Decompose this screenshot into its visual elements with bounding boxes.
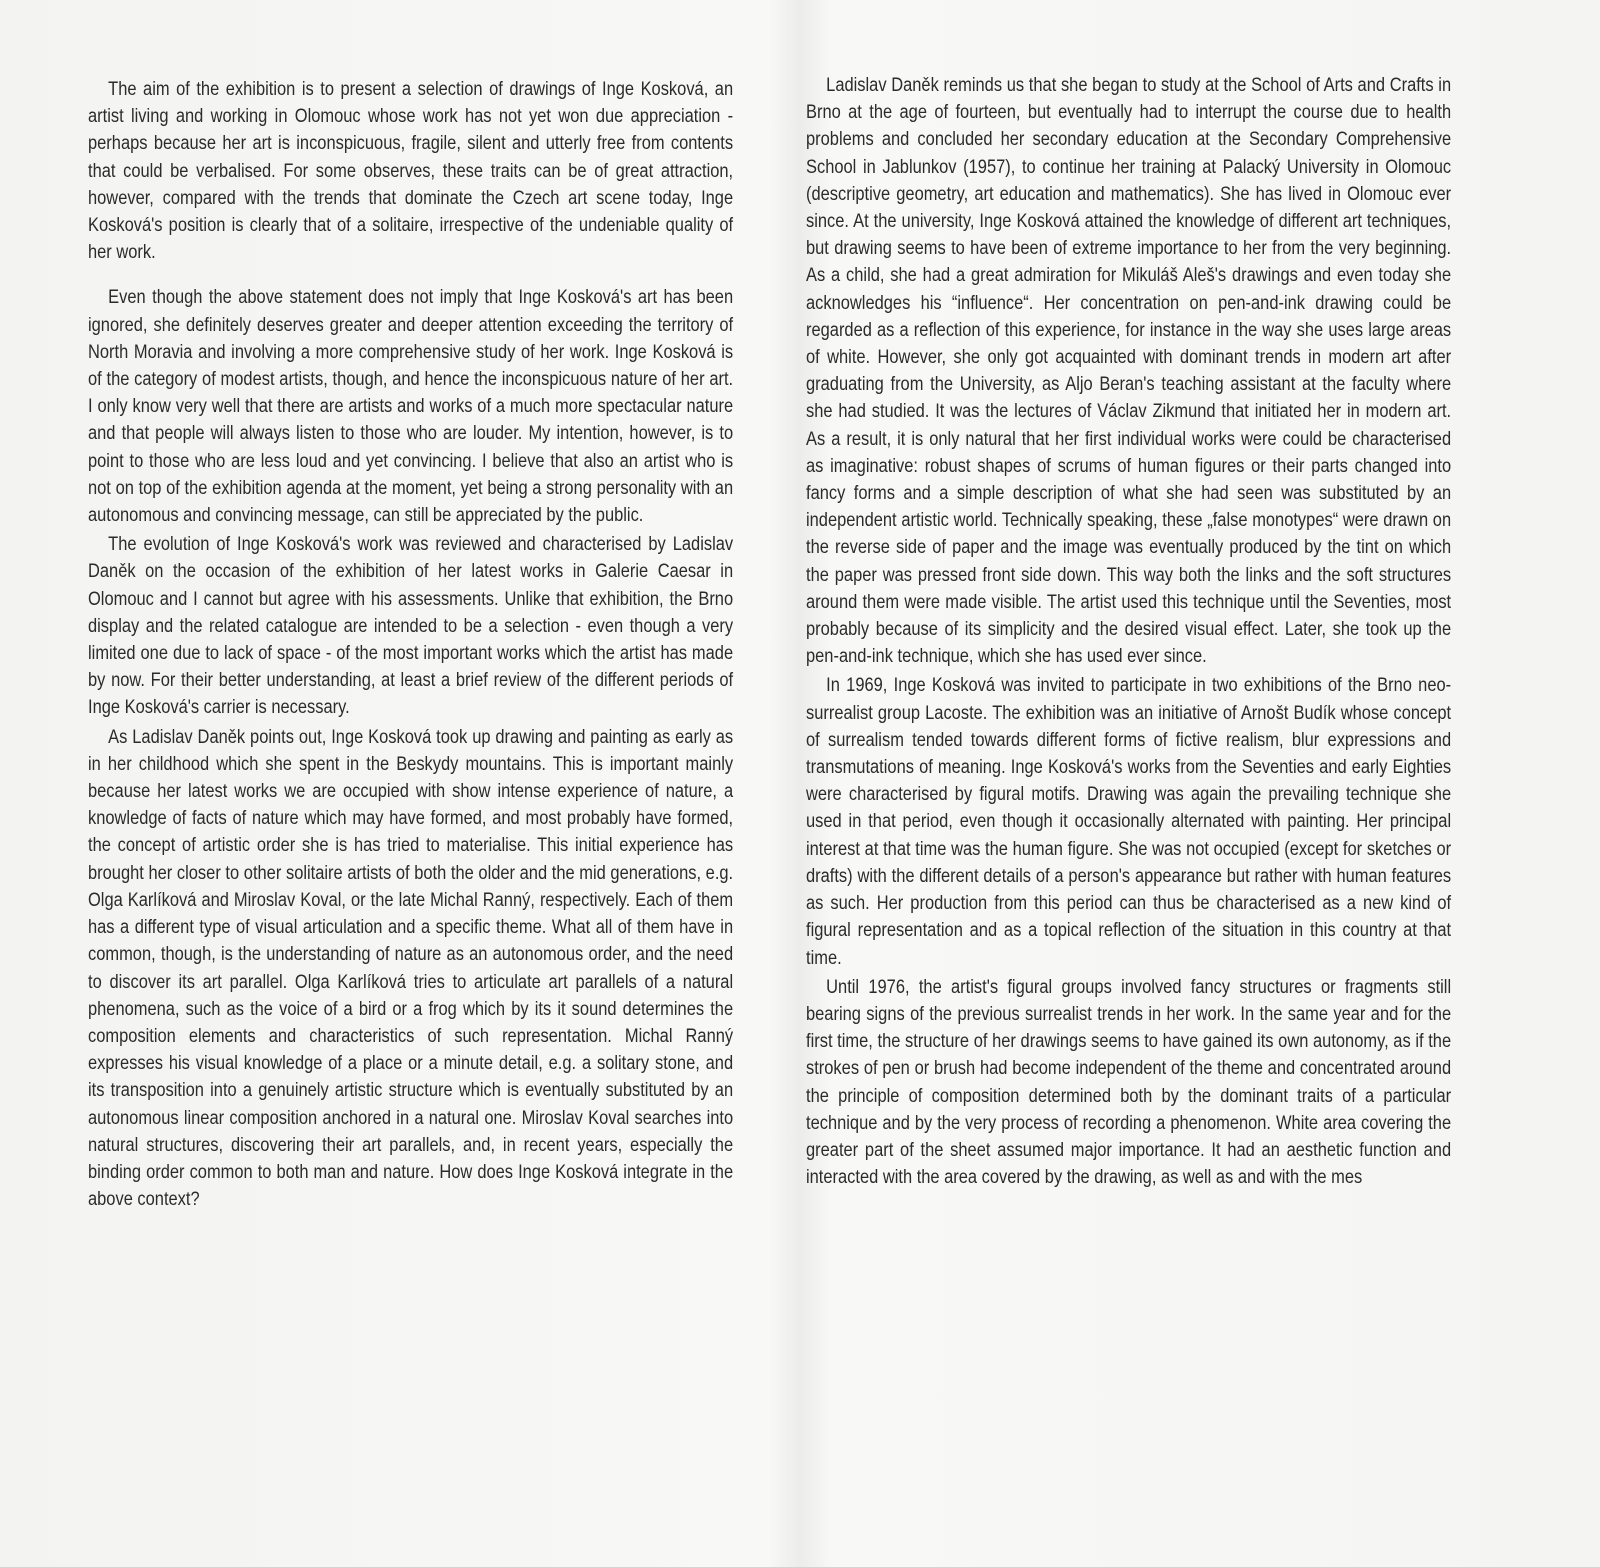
right-column [806,72,1451,1191]
left-column [88,76,733,1213]
paragraph: As Ladislav Daněk points out, Inge Kosková took up drawing and painting as early as in her childhood which she spent in the Beskydy mountains. This is important mainly because her latest works we are occupied with show intense experience of nature, a knowledge of facts of nature which may have formed, and most probably have formed, the concept of artistic order she is has tried to materialise. This initial experience has brought her closer to other solitaire artists of both the older and the mid generations, e.g. Olga Karlíková and Miroslav Koval, or the late Michal Ranný, respectively. Each of them has a different type of visual articulation and a specific theme. What all of them have in common, though, is the understanding of nature as an autonomous order, and the need to discover its art parallel. Olga Karlíková tries to articulate art parallels of a natural phenomena, such as the voice of a bird or a frog which by its it sound determines the composition elements and characteristics of such representation. Michal Ranný expresses his visual knowledge of a place or a minute detail, e.g. a solitary stone, and its transposition into a genuinely artistic structure which is eventually substituted by an autonomous linear composition anchored in a natural one. Miroslav Koval searches into natural structures, discovering their art parallels, and, in recent years, especially the binding order common to both man and nature. How does Inge Kosková integrate in the above context? [88,725,734,1211]
paragraph: The aim of the exhibition is to present a selection of drawings of Inge Kosková, an artist living and working in Olomouc whose work has not yet won due appreciation - perhaps because her art is inconspicuous, fragile, silent and utterly free from contents that could be verbalised. For some observes, these traits can be of great attraction, however, compared with the trends that dominate the Czech art scene today, Inge Kosková's position is clearly that of a solitaire, irrespective of the undeniable quality of her work. [88,78,734,264]
paragraph: In 1969, Inge Kosková was invited to participate in two exhibitions of the Brno neo-surrealist group Lacoste. The exhibition was an initiative of Arnošt Budík whose concept of surrealism tended towards different forms of fictive realism, blur expressions and transmutations of meaning. Inge Kosková's works from the Seventies and early Eighties were characterised by figural motifs. Drawing was again the prevailing technique she used in that period, even though it occasionally alternated with painting. Her principal interest at that time was the human figure. She was not occupied (except for sketches or drafts) with the different details of a person's appearance but rather with human features as such. Her production from this period can thus be characterised as a new kind of figural representation and as a topical reflection of the situation in this country at that time. [806,674,1452,969]
paragraph: The evolution of Inge Kosková's work was reviewed and characterised by Ladislav Daněk on the occasion of the exhibition of her latest works in Galerie Caesar in Olomouc and I cannot but agree with his assessments. Unlike that exhibition, the Brno display and the related catalogue are intended to be a selection - even though a very limited one due to lack of space - of the most important works which the artist has made by now. For their better understanding, at least a brief review of the different periods of Inge Kosková's carrier is necessary. [88,533,734,719]
paragraph: Ladislav Daněk reminds us that she began to study at the School of Arts and Crafts in Brno at the age of fourteen, but eventually had to interrupt the course due to health problems and concluded her secondary education at the Secondary Comprehensive School in Jablunkov (1957), to continue her training at Palacký University in Olomouc (descriptive geometry, art education and mathematics). She has lived in Olomouc ever since. At the university, Inge Kosková attained the knowledge of different art techniques, but drawing seems to have been of extreme importance to her from the very beginning. As a child, she had a great admiration for Mikuláš Aleš's drawings and even today she acknowledges his “influence“. Her concentration on pen-and-ink drawing could be regarded as a reflection of this experience, for instance in the way she uses large areas of white. However, she only got acquainted with dominant trends in modern art after graduating from the University, as Aljo Beran's teaching assistant at the faculty where she had studied. It was the lectures of Václav Zikmund that initiated her in modern art. As a result, it is only natural that her first individual works were could be characterised as imaginative: robust shapes of scrums of human figures or their parts changed into fancy forms and a simple description of what she had seen was substituted by an independent artistic world. Technically speaking, these „false monotypes“ were drawn on the reverse side of paper and the image was eventually produced by the tint on which the paper was pressed front side down. This way both the links and the soft structures around them were made visible. The artist used this technique until the Seventies, most probably because of its simplicity and the desired visual effect. Later, she took up the pen-and-ink technique, which she has used ever since. [806,74,1452,668]
paragraph: Until 1976, the artist's figural groups involved fancy structures or fragments still bearing signs of the previous surrealist trends in her work. In the same year and for the first time, the structure of her drawings seems to have gained its own autonomy, as if the strokes of pen or brush had become independent of the theme and concentrated around the principle of composition determined both by the dominant traits of a particular technique and by the very process of recording a phenomenon. White area covering the greater part of the sheet assumed major importance. It had an aesthetic function and interacted with the area covered by the drawing, as well as and with the mes [806,975,1452,1189]
paragraph: Even though the above statement does not imply that Inge Kosková's art has been ignored, she definitely deserves greater and deeper attention exceeding the territory of North Moravia and involving a more comprehensive study of her work. Inge Kosková is of the category of modest artists, though, and hence the inconspicuous nature of her art. I only know very well that there are artists and works of a much more spectacular nature and that people will always listen to those who are louder. My intention, however, is to point to those who are less loud and yet convincing. I believe that also an artist who is not on top of the exhibition agenda at the moment, yet being a strong personality with an autonomous and convincing message, can still be appreciated by the public. [88,286,734,527]
